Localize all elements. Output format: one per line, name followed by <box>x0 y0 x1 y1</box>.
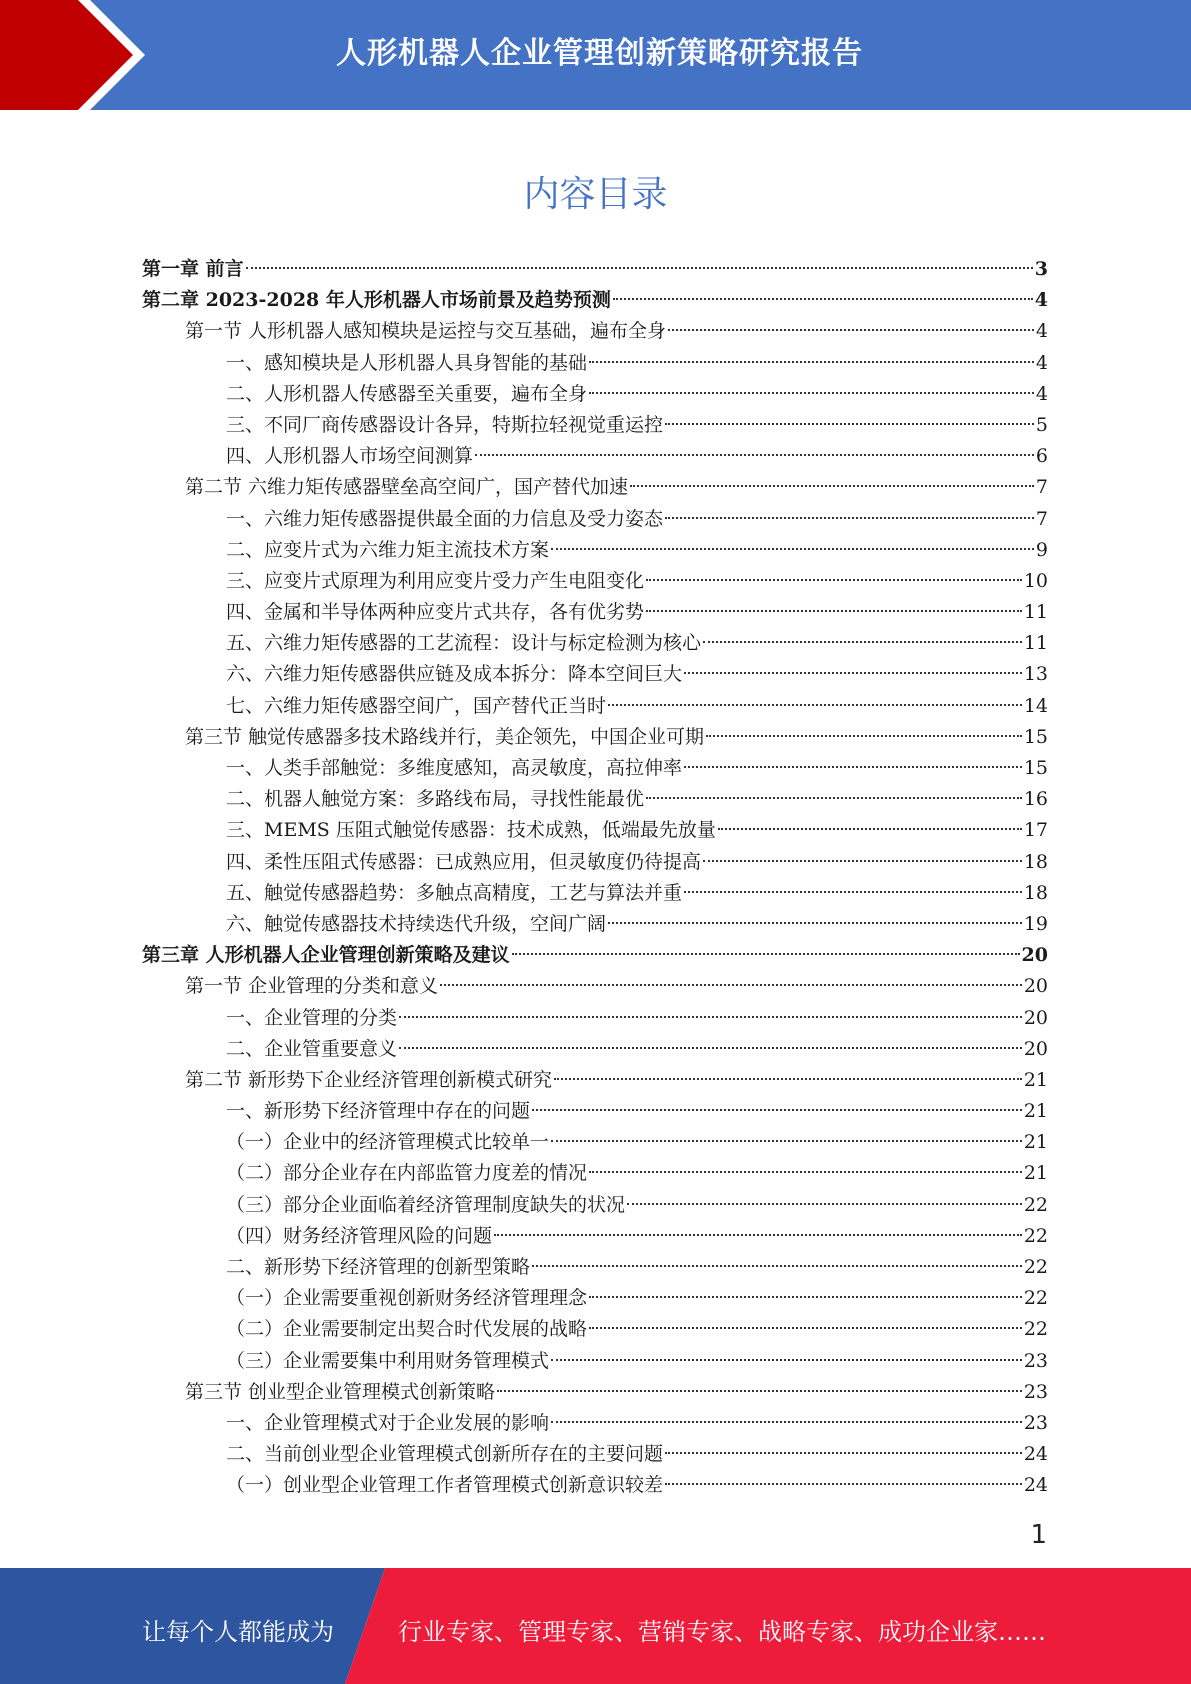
toc-entry[interactable] <box>142 1221 1048 1252</box>
toc-entry-title: 第二章 2023-2028 年人形机器人市场前景及趋势预测 <box>142 289 611 312</box>
toc-dot-leader <box>589 361 1034 363</box>
toc-entry-title: 第二节 新形势下企业经济管理创新模式研究 <box>185 1068 553 1091</box>
toc-entry-page: 24 <box>1023 1443 1048 1466</box>
toc-entry[interactable] <box>142 285 1048 316</box>
toc-entry-page: 7 <box>1035 507 1048 530</box>
toc-entry[interactable] <box>142 254 1048 285</box>
toc-dot-leader <box>703 860 1022 862</box>
toc-entry[interactable] <box>142 847 1048 878</box>
toc-entry-title: 一、感知模块是人形机器人具身智能的基础 <box>226 351 588 374</box>
toc-entry-page: 22 <box>1023 1318 1048 1341</box>
toc-entry[interactable] <box>142 753 1048 784</box>
toc-entry-title: 第一节 企业管理的分类和意义 <box>185 975 439 998</box>
toc-dot-leader <box>718 828 1022 830</box>
toc-entry-page: 4 <box>1035 351 1048 374</box>
toc-entry-title: 第二节 六维力矩传感器壁垒高空间广，国产替代加速 <box>185 476 629 499</box>
toc-dot-leader <box>703 641 1022 643</box>
toc-entry[interactable] <box>142 1034 1048 1065</box>
toc-entry[interactable] <box>142 535 1048 566</box>
toc-entry-title: 第一节 人形机器人感知模块是运控与交互基础，遍布全身 <box>185 320 667 343</box>
toc-dot-leader <box>532 1265 1022 1267</box>
toc-dot-leader <box>589 1171 1022 1173</box>
footer-slogan-right: 行业专家、管理专家、营销专家、战略专家、成功企业家…… <box>398 1618 1046 1646</box>
toc-entry-title: 第三节 触觉传感器多技术路线并行，美企领先，中国企业可期 <box>185 725 705 748</box>
toc-dot-leader <box>532 1109 1022 1111</box>
toc-entry-page: 18 <box>1023 881 1048 904</box>
toc-entry[interactable] <box>142 815 1048 846</box>
toc-entry-title: 五、触觉传感器趋势：多触点高精度，工艺与算法并重 <box>226 881 683 904</box>
toc-entry-page: 21 <box>1023 1162 1048 1185</box>
toc-entry-title: 三、不同厂商传感器设计各异，特斯拉轻视觉重运控 <box>226 413 664 436</box>
toc-entry[interactable] <box>142 379 1048 410</box>
toc-dot-leader <box>399 1047 1022 1049</box>
toc-dot-leader <box>475 454 1034 456</box>
toc-entry-title: 六、六维力矩传感器供应链及成本拆分：降本空间巨大 <box>226 663 683 686</box>
toc-entry-page: 6 <box>1035 445 1048 468</box>
toc-entry[interactable] <box>142 691 1048 722</box>
toc-dot-leader <box>551 1140 1022 1142</box>
toc-entry-page: 10 <box>1023 569 1048 592</box>
toc-entry-title: 二、人形机器人传感器至关重要，遍布全身 <box>226 382 588 405</box>
toc-entry[interactable] <box>142 659 1048 690</box>
toc-entry-page: 4 <box>1034 289 1048 312</box>
toc-dot-leader <box>554 1078 1022 1080</box>
toc-entry-title: 六、触觉传感器技术持续迭代升级，空间广阔 <box>226 912 607 935</box>
toc-entry-title: （一）企业中的经济管理模式比较单一 <box>226 1131 550 1154</box>
toc-dot-leader <box>668 329 1034 331</box>
toc-entry[interactable] <box>142 472 1048 503</box>
toc-entry[interactable] <box>142 784 1048 815</box>
toc-dot-leader <box>494 1234 1022 1236</box>
toc-entry-page: 11 <box>1023 601 1048 624</box>
toc-entry-page: 17 <box>1023 819 1048 842</box>
toc-dot-leader <box>646 579 1022 581</box>
toc-entry-page: 23 <box>1023 1380 1048 1403</box>
toc-entry-title: 二、当前创业型企业管理模式创新所存在的主要问题 <box>226 1443 664 1466</box>
toc-dot-leader <box>613 298 1033 300</box>
toc-entry[interactable] <box>142 628 1048 659</box>
toc-entry-title: 五、六维力矩传感器的工艺流程：设计与标定检测为核心 <box>226 632 702 655</box>
toc-dot-leader <box>551 548 1034 550</box>
toc-entry[interactable] <box>142 1470 1048 1501</box>
toc-entry-title: 一、企业管理模式对于企业发展的影响 <box>226 1411 550 1434</box>
toc-dot-leader <box>665 1452 1022 1454</box>
toc-dot-leader <box>589 392 1034 394</box>
toc-entry-title: （二）部分企业存在内部监管力度差的情况 <box>226 1162 588 1185</box>
toc-entry-page: 22 <box>1023 1256 1048 1278</box>
toc-entry[interactable] <box>142 1190 1048 1221</box>
toc-heading: 内容目录 <box>523 174 668 215</box>
toc-entry-page: 15 <box>1023 757 1048 779</box>
toc-dot-leader <box>440 984 1022 986</box>
toc-dot-leader <box>706 735 1022 737</box>
toc-dot-leader <box>646 797 1022 799</box>
toc-entry-page: 14 <box>1023 694 1048 717</box>
toc-dot-leader <box>627 1203 1022 1205</box>
toc-entry[interactable] <box>142 1439 1048 1470</box>
toc-entry[interactable] <box>142 504 1048 535</box>
toc-entry-page: 18 <box>1023 850 1048 873</box>
toc-entry-title: 四、金属和半导体两种应变片式共存，各有优劣势 <box>226 601 645 624</box>
toc-dot-leader <box>551 1359 1022 1361</box>
toc-entry-title: （一）企业需要重视创新财务经济管理理念 <box>226 1287 588 1310</box>
toc-entry[interactable] <box>142 1346 1048 1377</box>
toc-dot-leader <box>630 485 1034 487</box>
toc-entry-page: 21 <box>1023 1131 1048 1154</box>
toc-dot-leader <box>551 1421 1022 1423</box>
toc-entry-title: 四、柔性压阻式传感器：已成熟应用，但灵敏度仍待提高 <box>226 850 702 873</box>
toc-dot-leader <box>512 953 1020 955</box>
toc-entry-title: （三）部分企业面临着经济管理制度缺失的状况 <box>226 1193 626 1216</box>
toc-entry-page: 22 <box>1023 1193 1048 1216</box>
report-header-band <box>0 0 1191 110</box>
toc-dot-leader <box>665 1483 1022 1485</box>
report-title: 人形机器人企业管理创新策略研究报告 <box>336 36 863 71</box>
toc-entry-page: 19 <box>1023 912 1048 935</box>
toc-dot-leader <box>684 891 1022 893</box>
toc-entry[interactable] <box>142 410 1048 441</box>
toc-entry[interactable] <box>142 1408 1048 1439</box>
toc-entry-title: 三、MEMS 压阻式触觉传感器：技术成熟，低端最先放量 <box>226 819 716 842</box>
toc-entry-title: 一、六维力矩传感器提供最全面的力信息及受力姿态 <box>226 507 664 530</box>
toc-entry-title: 第一章 前言 <box>142 258 244 280</box>
toc-entry[interactable] <box>142 971 1048 1002</box>
toc-entry-page: 23 <box>1023 1349 1048 1372</box>
toc-entry-title: （四）财务经济管理风险的问题 <box>226 1224 493 1247</box>
toc-entry-title: 七、六维力矩传感器空间广，国产替代正当时 <box>226 694 607 717</box>
toc-entry[interactable] <box>142 1252 1048 1283</box>
toc-entry-title: 第三章 人形机器人企业管理创新策略及建议 <box>142 944 510 967</box>
toc-entry-page: 11 <box>1023 632 1048 655</box>
toc-entry[interactable] <box>142 1158 1048 1189</box>
toc-entry[interactable] <box>142 348 1048 379</box>
toc-entry-title: 第三节 创业型企业管理模式创新策略 <box>185 1380 496 1403</box>
toc-entry[interactable] <box>142 441 1048 472</box>
toc-entry-title: 一、企业管理的分类 <box>226 1006 398 1029</box>
toc-entry-page: 22 <box>1023 1287 1048 1310</box>
toc-dot-leader <box>589 1327 1022 1329</box>
toc-entry[interactable] <box>142 1377 1048 1408</box>
toc-entry-title: （三）企业需要集中利用财务管理模式 <box>226 1349 550 1372</box>
toc-entry[interactable] <box>142 909 1048 940</box>
toc-entry-page: 4 <box>1035 320 1048 343</box>
toc-dot-leader <box>684 672 1022 674</box>
toc-dot-leader <box>646 610 1022 612</box>
toc-entry[interactable] <box>142 878 1048 909</box>
toc-entry[interactable] <box>142 1283 1048 1314</box>
toc-entry[interactable] <box>142 1065 1048 1096</box>
toc-dot-leader <box>497 1390 1022 1392</box>
toc-entry-page: 4 <box>1035 382 1048 405</box>
toc-dot-leader <box>684 766 1022 768</box>
toc-entry-page: 21 <box>1023 1100 1048 1123</box>
toc-dot-leader <box>608 704 1022 706</box>
toc-entry-title: （二）企业需要制定出契合时代发展的战略 <box>226 1318 588 1341</box>
toc-entry[interactable] <box>142 722 1048 753</box>
toc-entry[interactable] <box>142 566 1048 597</box>
toc-entry[interactable] <box>142 940 1048 971</box>
toc-entry-page: 9 <box>1035 538 1048 561</box>
toc-entry-page: 20 <box>1023 1037 1048 1060</box>
toc-entry-title: 二、新形势下经济管理的创新型策略 <box>226 1256 531 1278</box>
toc-dot-leader <box>665 423 1034 425</box>
toc-entry-title: 四、人形机器人市场空间测算 <box>226 445 474 468</box>
toc-entry-title: （一）创业型企业管理工作者管理模式创新意识较差 <box>226 1474 664 1497</box>
toc-entry[interactable] <box>142 1096 1048 1127</box>
toc-entry-page: 7 <box>1035 476 1048 499</box>
toc-entry-page: 24 <box>1023 1474 1048 1497</box>
toc-entry-page: 13 <box>1023 663 1048 686</box>
table-of-contents <box>142 254 1048 1502</box>
toc-entry-page: 20 <box>1021 944 1048 967</box>
toc-entry-page: 20 <box>1023 1006 1048 1029</box>
toc-entry[interactable] <box>142 1003 1048 1034</box>
footer-slogan-left: 让每个人都能成为 <box>142 1618 334 1646</box>
toc-entry-page: 22 <box>1023 1224 1048 1247</box>
toc-entry-page: 3 <box>1034 258 1048 280</box>
toc-entry-title: 二、应变片式为六维力矩主流技术方案 <box>226 538 550 561</box>
toc-entry-page: 23 <box>1023 1411 1048 1434</box>
toc-entry-title: 一、新形势下经济管理中存在的问题 <box>226 1100 531 1123</box>
page-number: 1 <box>1030 1520 1047 1550</box>
toc-entry[interactable] <box>142 316 1048 347</box>
toc-entry-page: 5 <box>1035 413 1048 436</box>
toc-dot-leader <box>589 1296 1022 1298</box>
toc-entry[interactable] <box>142 1314 1048 1345</box>
toc-entry-page: 15 <box>1023 725 1048 748</box>
toc-entry-title: 二、企业管重要意义 <box>226 1037 398 1060</box>
toc-entry-page: 21 <box>1023 1068 1048 1091</box>
toc-dot-leader <box>246 267 1033 269</box>
footer-band <box>0 1568 1191 1684</box>
toc-entry-title: 二、机器人触觉方案：多路线布局，寻找性能最优 <box>226 788 645 811</box>
toc-dot-leader <box>608 922 1022 924</box>
toc-entry-page: 20 <box>1023 975 1048 998</box>
toc-entry[interactable] <box>142 597 1048 628</box>
toc-entry-title: 三、应变片式原理为利用应变片受力产生电阻变化 <box>226 569 645 592</box>
toc-entry-page: 16 <box>1023 788 1048 811</box>
toc-entry-title: 一、人类手部触觉：多维度感知，高灵敏度，高拉伸率 <box>226 757 683 779</box>
toc-entry[interactable] <box>142 1127 1048 1158</box>
toc-dot-leader <box>665 517 1034 519</box>
toc-dot-leader <box>399 1016 1022 1018</box>
